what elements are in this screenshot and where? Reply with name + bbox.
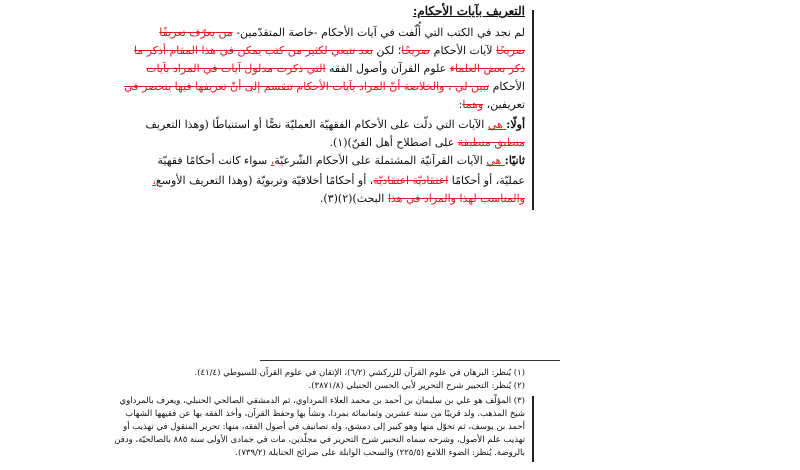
paragraph-line — [134, 42, 525, 60]
text-run: البحث)(٢)(٣). — [319, 192, 388, 205]
definition-second-text — [157, 154, 504, 167]
text-run: ، أو أحكامًا أخلاقيّة وتربويّة (وهذا التعريف الأوسع — [155, 174, 374, 187]
tracked-change-run: هي — [487, 118, 507, 131]
text-run: لآيات الأحكام — [430, 44, 497, 57]
text-run: لم نجد في الكتب التي أُلّفت في آيات الأحكام -خاصة المتقدّمين- — [232, 26, 525, 39]
footnote: (٣) المؤلّف هو علي بن سليمان بن أحمد بن محمد العلاء المرداوي، ثم الدمشقي الصالحي الحنبلي، ويعرف بالمرداوي — [119, 396, 525, 406]
footnote: بالروضة. يُنظر: الضوء اللامع (٢٢٥/٥) والسحب الوابلة على ضرائح الحنابلة (٧٣٩/٢). — [235, 448, 525, 458]
paragraph-line — [459, 96, 525, 114]
text-run: : — [458, 98, 463, 111]
paragraph-line — [159, 24, 525, 42]
tracked-change-run: والمناسب لهذا والمراد في هذا — [387, 192, 525, 205]
footnote: (١) يُنظر: البرهان في علوم القرآن للزركشي (٦/٢)، الإتقان في علوم القرآن للسيوطي (٤١/٤). — [194, 368, 525, 378]
footnote: أحمد بن يوسف، ثم تحوّل منها وهو كبير إلى دمشق، وله تصانيف في أصول الفقه، منها: تحرير المنقول في تهذيب أو — [123, 422, 525, 432]
footnote: (٢) يُنظر: التحبير شرح التحرير لأبي الحسن الحنبلي (٣٨٧١/٨). — [308, 381, 525, 391]
definition-second-line2 — [152, 172, 525, 190]
paragraph-line — [146, 60, 525, 78]
tracked-change-run: صريحًا — [496, 44, 525, 57]
definition-first-text — [146, 118, 507, 131]
definition-second-label: ثانيًا: — [504, 154, 525, 167]
tracked-change-run: ذكر بعض العلماء — [449, 62, 525, 75]
tracked-change-run: اعتقاديّة اعتقاديّة — [373, 174, 449, 187]
section-title: التعريف بآيات الأحكام: — [412, 4, 525, 18]
footnote: تهذيب علم الأصول، وشرحه سماه التحبير شرح التحرير في مجلّدين، مات في جمادى الأولى سنة ٨٨٥ بالصالحيّة، ودفن — [114, 435, 525, 445]
tracked-change-run: وهما — [462, 98, 484, 111]
footnote-separator — [260, 360, 560, 361]
tracked-change-run: ، — [152, 174, 156, 187]
change-bar — [532, 10, 534, 210]
text-run: تعريفين، — [483, 98, 525, 111]
definition-second-line — [157, 152, 525, 170]
tracked-change-run: صريحًا — [401, 44, 431, 57]
text-run: ؛ لكن — [372, 44, 402, 57]
paragraph-line — [124, 78, 525, 96]
tracked-change-run: ، — [270, 154, 275, 167]
tracked-change-run: تبين لي ، والخلاصة أنّ المراد بآيات الأحكام تنقسم إلى أنّ تعريفها فيها ينحصر في — [124, 80, 490, 93]
footnote: شيخ المذهب. ولد قريبًا من سنة عشرين وثمانمائة بمردا، ونشأ بها وحفظ القرآن، وأخذ الفقه بها عن فقيهها الشهاب — [125, 409, 525, 419]
definition-first-line — [146, 116, 525, 134]
text-run: الآيات القرآنيّة المشتملة على الأحكام الشّرعيّة — [274, 154, 487, 167]
text-run: عمليّة، أو أحكامًا — [448, 174, 525, 187]
text-run: الأحكام — [489, 80, 525, 93]
tracked-change-run: هي — [486, 154, 505, 167]
definition-first-label: أولًا: — [506, 118, 525, 131]
definition-second-line3 — [320, 190, 525, 208]
definition-first-line2 — [329, 134, 525, 152]
text-run: سواء كانت أحكامًا فقهيّة — [157, 154, 271, 167]
text-run: الآيات التي دلّت على الأحكام الفقهيّة العمليّة نصًّا أو استنباطًا (وهذا التعريف — [145, 118, 488, 131]
tracked-change-run: من يعرّف تعريفًا — [159, 26, 233, 39]
tracked-change-run: بعد تتبعي لكثير من كتب يمكن في هذا المقام أذكر ما — [133, 44, 373, 57]
tracked-change-run: التي ذكرت مدلول آيات في المراد بآيات — [146, 62, 326, 75]
tracked-change-run: منطبق منطبقة — [457, 136, 525, 149]
text-run: على اصطلاح أهل الفنّ)(١). — [329, 136, 458, 149]
footnote-change-bar — [532, 396, 534, 462]
text-run: علوم القرآن وأصول الفقه — [325, 62, 450, 75]
